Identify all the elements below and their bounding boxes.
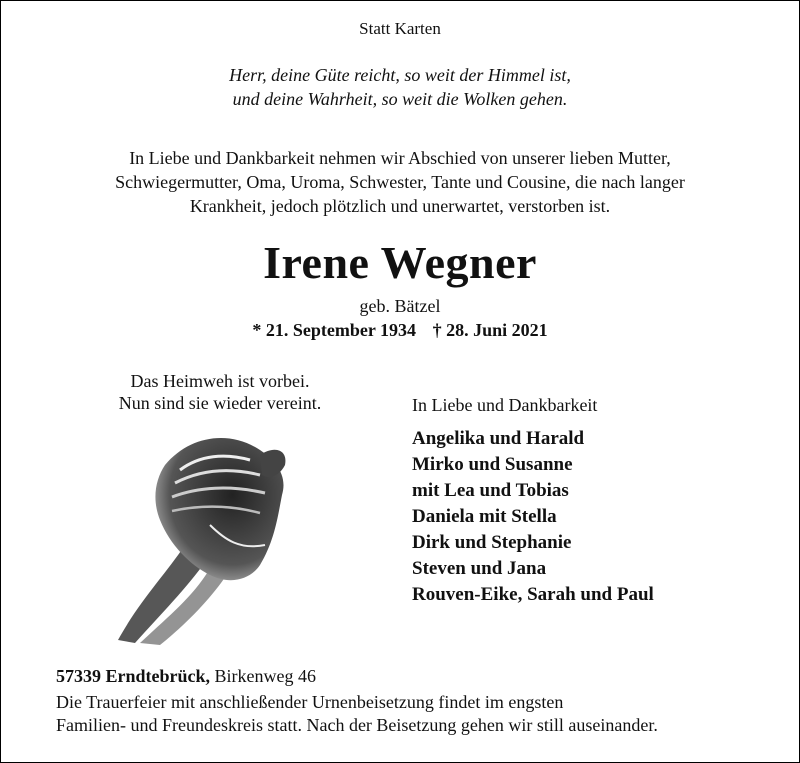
address: [56, 666, 316, 687]
praying-hands-icon: [110, 425, 295, 645]
intro-line: Krankheit, jedoch plötzlich und unerwartet, verstorben ist.: [189, 196, 611, 216]
mourner-name: Mirko und Susanne: [412, 454, 573, 475]
verse-line: Herr, deine Güte reicht, so weit der Himmel ist,: [229, 65, 571, 85]
closing-line: Familien- und Freundeskreis statt. Nach der Beisetzung gehen wir still auseinander.: [56, 715, 658, 735]
poem-line: Nun sind sie wieder vereint.: [118, 393, 322, 413]
birth-name: geb. Bätzel: [359, 296, 441, 316]
address-city: 57339 Erndtebrück,: [56, 666, 211, 686]
closing-line: Die Trauerfeier mit anschließender Urnenbeisetzung findet im engsten: [56, 692, 564, 712]
mourner-name: Rouven-Eike, Sarah und Paul: [412, 584, 654, 605]
poem: [60, 370, 380, 414]
mourner-name: mit Lea und Tobias: [412, 480, 569, 501]
closing-text: [56, 691, 776, 737]
mourners-heading: In Liebe und Dankbarkeit: [412, 395, 598, 415]
mourner-name: Dirk und Stephanie: [412, 532, 572, 553]
header-text: Statt Karten: [359, 19, 441, 38]
poem-line: Das Heimweh ist vorbei.: [130, 371, 310, 391]
life-dates: [0, 320, 800, 341]
mourner-name: Daniela mit Stella: [412, 506, 557, 527]
mourner-name: Steven und Jana: [412, 558, 547, 579]
intro-line: Schwiegermutter, Oma, Uroma, Schwester, Tante und Cousine, die nach langer: [115, 172, 685, 192]
death-date: † 28. Juni 2021: [432, 320, 548, 340]
birth-date: * 21. September 1934: [252, 320, 417, 340]
intro-line: In Liebe und Dankbarkeit nehmen wir Abschied von unserer lieben Mutter,: [129, 148, 671, 168]
address-street: Birkenweg 46: [214, 666, 316, 686]
verse-line: und deine Wahrheit, so weit die Wolken gehen.: [232, 89, 568, 109]
intro-text: [0, 146, 800, 218]
mourner-name: Angelika und Harald: [412, 428, 585, 449]
deceased-name: Irene Wegner: [263, 237, 537, 288]
bible-verse: [0, 63, 800, 111]
mourners-list: [412, 426, 654, 608]
